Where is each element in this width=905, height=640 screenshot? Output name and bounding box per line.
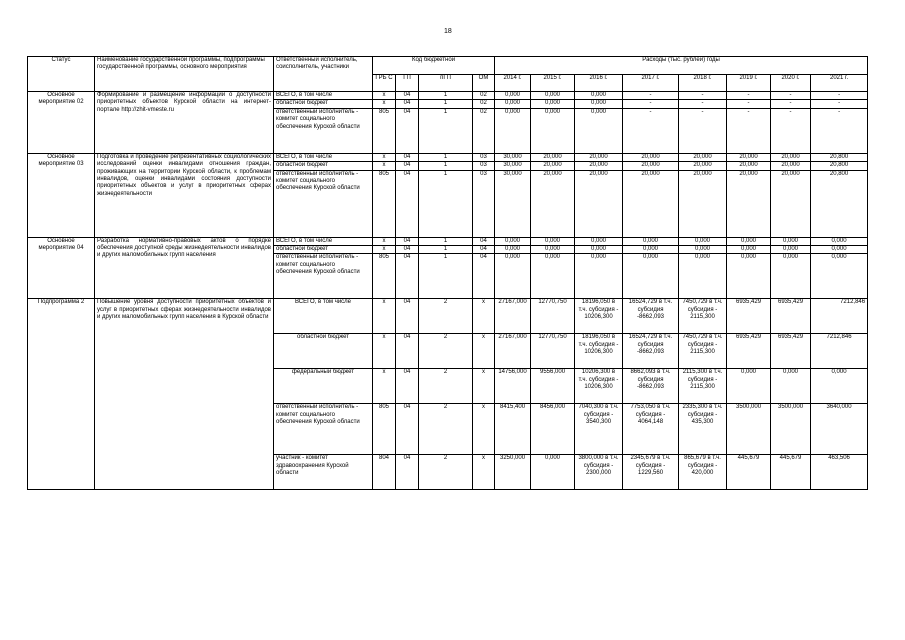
- resp-cell: ВСЕГО, в том числе: [274, 237, 373, 245]
- value-cell: 445,679: [727, 455, 771, 490]
- om-cell: 02: [473, 92, 495, 100]
- resp-cell: областной бюджет: [274, 246, 373, 254]
- pgp-cell: 2: [419, 404, 473, 455]
- gp-cell: 04: [396, 237, 419, 245]
- gp-cell: 04: [396, 404, 419, 455]
- grbs-cell: x: [373, 153, 396, 161]
- value-cell: -: [727, 108, 771, 153]
- value-cell: 3500,000: [727, 404, 771, 455]
- grbs-cell: x: [373, 246, 396, 254]
- om-cell: x: [473, 299, 495, 334]
- value-cell: 0,000: [531, 108, 575, 153]
- value-cell: 8415,400: [495, 404, 531, 455]
- pgp-cell: 1: [419, 237, 473, 245]
- value-cell: 0,000: [575, 254, 623, 299]
- value-cell: 20,000: [575, 153, 623, 161]
- gp-cell: 04: [396, 299, 419, 334]
- value-cell: 12770,750: [531, 299, 575, 334]
- value-cell: 0,000: [811, 237, 868, 245]
- value-cell: 16524,729 в т.ч. субсидия -8662,093: [623, 299, 679, 334]
- grbs-cell: x: [373, 100, 396, 108]
- value-cell: 20,000: [623, 162, 679, 170]
- value-cell: 20,000: [679, 162, 727, 170]
- value-cell: 0,000: [531, 237, 575, 245]
- value-cell: -: [623, 108, 679, 153]
- header-row-1: [28, 57, 868, 75]
- name-cell: Подготовка и проведение репрезентативных социологических исследований оценки инвалидами отношения граждан, проживающих на территории Курской области, к проблемам инвалидов, оценки инвалидами состояния доступности приоритетных объектов и услуг в приоритетных сферах жизнедеятельности: [95, 153, 274, 237]
- header-responsible: Ответственный исполнитель, соисполнитель, участники: [274, 57, 373, 92]
- header-name: Наименование государственной программы, подпрограммы государственной программы, основного мероприятия: [95, 57, 274, 92]
- value-cell: 20,000: [679, 170, 727, 237]
- om-cell: 04: [473, 254, 495, 299]
- om-cell: x: [473, 369, 495, 404]
- value-cell: -: [727, 92, 771, 100]
- pgp-cell: 1: [419, 153, 473, 161]
- value-cell: 0,000: [495, 237, 531, 245]
- value-cell: 30,000: [495, 170, 531, 237]
- value-cell: 20,800: [811, 153, 868, 161]
- value-cell: 0,000: [575, 100, 623, 108]
- value-cell: 0,000: [495, 100, 531, 108]
- value-cell: 20,000: [771, 162, 811, 170]
- om-cell: x: [473, 455, 495, 490]
- pgp-cell: 2: [419, 455, 473, 490]
- gp-cell: 04: [396, 92, 419, 100]
- value-cell: -: [771, 100, 811, 108]
- value-cell: 0,000: [531, 254, 575, 299]
- pgp-cell: 1: [419, 100, 473, 108]
- value-cell: 0,000: [771, 246, 811, 254]
- resp-cell: областной бюджет: [274, 162, 373, 170]
- name-cell: Разработка нормативно-правовых актов о порядке обеспечения доступной среды жизнедеятельности инвалидов и других маломобильных групп населения: [95, 237, 274, 299]
- value-cell: 0,000: [495, 92, 531, 100]
- om-cell: 04: [473, 237, 495, 245]
- grbs-cell: 804: [373, 455, 396, 490]
- value-cell: 20,800: [811, 170, 868, 237]
- gp-cell: 04: [396, 108, 419, 153]
- value-cell: 6935,429: [727, 334, 771, 369]
- value-cell: 0,000: [575, 237, 623, 245]
- om-cell: 03: [473, 153, 495, 161]
- value-cell: 445,679: [771, 455, 811, 490]
- value-cell: 3800,000 в т.ч. субсидия - 2300,000: [575, 455, 623, 490]
- value-cell: 7450,729 в т.ч. субсидия - 2115,300: [679, 299, 727, 334]
- value-cell: 8456,000: [531, 404, 575, 455]
- grbs-cell: x: [373, 334, 396, 369]
- header-year: 2016 г.: [575, 74, 623, 92]
- pgp-cell: 1: [419, 162, 473, 170]
- pgp-cell: 2: [419, 369, 473, 404]
- table-row: [28, 92, 868, 100]
- value-cell: 20,000: [531, 162, 575, 170]
- value-cell: 0,000: [623, 246, 679, 254]
- resp-cell: ВСЕГО, в том числе: [274, 92, 373, 100]
- resp-cell: участник - комитет здравоохранения Курской области: [274, 455, 373, 490]
- value-cell: 0,000: [531, 100, 575, 108]
- value-cell: 20,000: [575, 170, 623, 237]
- om-cell: x: [473, 404, 495, 455]
- status-cell: Подпрограмма 2: [28, 299, 95, 490]
- value-cell: 12770,750: [531, 334, 575, 369]
- header-year: 2014 г.: [495, 74, 531, 92]
- value-cell: 0,000: [727, 369, 771, 404]
- value-cell: 7753,050 в т.ч. субсидия - 4064,148: [623, 404, 679, 455]
- value-cell: -: [623, 92, 679, 100]
- value-cell: 20,000: [727, 170, 771, 237]
- value-cell: 0,000: [811, 369, 868, 404]
- header-year: 2018 г.: [679, 74, 727, 92]
- grbs-cell: 805: [373, 108, 396, 153]
- value-cell: -: [811, 108, 868, 153]
- value-cell: -: [679, 100, 727, 108]
- gp-cell: 04: [396, 170, 419, 237]
- gp-cell: 04: [396, 455, 419, 490]
- value-cell: 8662,093 в т.ч. субсидия -8662,093: [623, 369, 679, 404]
- grbs-cell: 805: [373, 170, 396, 237]
- pgp-cell: 2: [419, 299, 473, 334]
- value-cell: 30,000: [495, 162, 531, 170]
- gp-cell: 04: [396, 100, 419, 108]
- value-cell: -: [811, 92, 868, 100]
- resp-cell: федеральный бюджет: [274, 369, 373, 404]
- budget-table: [27, 56, 868, 490]
- value-cell: 6935,429: [727, 299, 771, 334]
- value-cell: -: [811, 100, 868, 108]
- value-cell: 0,000: [679, 254, 727, 299]
- gp-cell: 04: [396, 254, 419, 299]
- value-cell: 3250,000: [495, 455, 531, 490]
- value-cell: 7040,300 в т.ч. субсидия - 3540,300: [575, 404, 623, 455]
- value-cell: 20,000: [727, 153, 771, 161]
- resp-cell: ответственный исполнитель - комитет социального обеспечения Курской области: [274, 404, 373, 455]
- value-cell: 20,000: [771, 170, 811, 237]
- gp-cell: 04: [396, 334, 419, 369]
- value-cell: 0,000: [771, 254, 811, 299]
- value-cell: 0,000: [575, 246, 623, 254]
- grbs-cell: 805: [373, 404, 396, 455]
- grbs-cell: 805: [373, 254, 396, 299]
- value-cell: 0,000: [575, 108, 623, 153]
- value-cell: 6935,429: [771, 299, 811, 334]
- value-cell: 0,000: [727, 254, 771, 299]
- grbs-cell: x: [373, 162, 396, 170]
- value-cell: 20,000: [727, 162, 771, 170]
- value-cell: -: [771, 92, 811, 100]
- gp-cell: 04: [396, 162, 419, 170]
- table-row: [28, 153, 868, 161]
- resp-cell: ответственный исполнитель - комитет социального обеспечения Курской области: [274, 254, 373, 299]
- om-cell: 04: [473, 246, 495, 254]
- value-cell: 20,000: [771, 153, 811, 161]
- value-cell: 10206,300 в т.ч. субсидия - 10206,300: [575, 369, 623, 404]
- status-cell: Основное мероприятие 04: [28, 237, 95, 299]
- value-cell: 7212,846: [811, 299, 868, 334]
- page-number: 18: [444, 28, 452, 35]
- value-cell: 27167,000: [495, 299, 531, 334]
- value-cell: 0,000: [495, 108, 531, 153]
- header-year: 2019 г.: [727, 74, 771, 92]
- om-cell: x: [473, 334, 495, 369]
- value-cell: 7212,846: [811, 334, 868, 369]
- resp-cell: областной бюджет: [274, 334, 373, 369]
- value-cell: 3640,000: [811, 404, 868, 455]
- value-cell: 0,000: [623, 237, 679, 245]
- value-cell: 0,000: [575, 92, 623, 100]
- value-cell: -: [623, 100, 679, 108]
- value-cell: 2345,679 в т.ч. субсидия - 1229,560: [623, 455, 679, 490]
- gp-cell: 04: [396, 153, 419, 161]
- om-cell: 02: [473, 100, 495, 108]
- value-cell: 9556,000: [531, 369, 575, 404]
- grbs-cell: x: [373, 237, 396, 245]
- table-row: [28, 237, 868, 245]
- value-cell: 27167,000: [495, 334, 531, 369]
- resp-cell: областной бюджет: [274, 100, 373, 108]
- value-cell: 0,000: [679, 237, 727, 245]
- value-cell: 0,000: [727, 237, 771, 245]
- value-cell: 20,000: [575, 162, 623, 170]
- value-cell: 20,000: [679, 153, 727, 161]
- value-cell: 6935,429: [771, 334, 811, 369]
- value-cell: -: [679, 108, 727, 153]
- value-cell: 18196,050 в т.ч. субсидия - 10206,300: [575, 334, 623, 369]
- value-cell: 16524,729 в т.ч. субсидия -8662,093: [623, 334, 679, 369]
- pgp-cell: 1: [419, 92, 473, 100]
- value-cell: 0,000: [727, 246, 771, 254]
- value-cell: 30,000: [495, 153, 531, 161]
- value-cell: 865,679 в т.ч. субсидия - 420,000: [679, 455, 727, 490]
- value-cell: 14756,000: [495, 369, 531, 404]
- value-cell: 0,000: [623, 254, 679, 299]
- value-cell: 3500,000: [771, 404, 811, 455]
- value-cell: -: [679, 92, 727, 100]
- gp-cell: 04: [396, 369, 419, 404]
- value-cell: 18196,050 в т.ч. субсидия - 10206,300: [575, 299, 623, 334]
- pgp-cell: 1: [419, 170, 473, 237]
- resp-cell: ВСЕГО, в том числе: [274, 299, 373, 334]
- pgp-cell: 1: [419, 246, 473, 254]
- om-cell: 03: [473, 162, 495, 170]
- header-gp: ГП: [396, 74, 419, 92]
- resp-cell: ответственный исполнитель - комитет социального обеспечения Курской области: [274, 108, 373, 153]
- header-status: Статус: [28, 57, 95, 92]
- resp-cell: ответственный исполнитель - комитет социального обеспечения Курской области: [274, 170, 373, 237]
- value-cell: 20,800: [811, 162, 868, 170]
- om-cell: 03: [473, 170, 495, 237]
- resp-cell: ВСЕГО, в том числе: [274, 153, 373, 161]
- value-cell: 0,000: [679, 246, 727, 254]
- name-cell: Повышение уровня доступности приоритетных объектов и услуг в приоритетных сферах жизнедеятельности инвалидов и других маломобильных групп населения в Курской области: [95, 299, 274, 490]
- status-cell: Основное мероприятие 02: [28, 92, 95, 154]
- value-cell: 0,000: [771, 369, 811, 404]
- header-om: ОМ: [473, 74, 495, 92]
- value-cell: 7450,729 в т.ч. субсидия - 2115,300: [679, 334, 727, 369]
- value-cell: 0,000: [811, 254, 868, 299]
- grbs-cell: x: [373, 92, 396, 100]
- header-grbs: ГРБ С: [373, 74, 396, 92]
- value-cell: 0,000: [811, 246, 868, 254]
- value-cell: 0,000: [771, 237, 811, 245]
- om-cell: 02: [473, 108, 495, 153]
- value-cell: 2335,300 в т.ч. субсидия - 435,300: [679, 404, 727, 455]
- table-row: [28, 299, 868, 334]
- grbs-cell: x: [373, 299, 396, 334]
- value-cell: 0,000: [495, 246, 531, 254]
- name-cell: Формирование и размещение информации о доступности приоритетных объектов Курской области на интернет-портале http://zhit-vmeste.ru: [95, 92, 274, 154]
- pgp-cell: 1: [419, 254, 473, 299]
- header-year: 2015 г.: [531, 74, 575, 92]
- value-cell: 463,506: [811, 455, 868, 490]
- value-cell: 20,000: [623, 153, 679, 161]
- header-expenses: Расходы (тыс. рублей) годы: [495, 57, 868, 75]
- value-cell: -: [727, 100, 771, 108]
- value-cell: 2115,300 в т.ч. субсидия - 2115,300: [679, 369, 727, 404]
- header-year: 2020 г.: [771, 74, 811, 92]
- status-cell: Основное мероприятие 03: [28, 153, 95, 237]
- value-cell: 20,000: [623, 170, 679, 237]
- pgp-cell: 1: [419, 108, 473, 153]
- header-year: 2017 г.: [623, 74, 679, 92]
- grbs-cell: x: [373, 369, 396, 404]
- value-cell: 0,000: [531, 92, 575, 100]
- header-year: 2021 г.: [811, 74, 868, 92]
- value-cell: 0,000: [531, 246, 575, 254]
- value-cell: 20,000: [531, 170, 575, 237]
- value-cell: 0,000: [495, 254, 531, 299]
- gp-cell: 04: [396, 246, 419, 254]
- header-pgp: пГП: [419, 74, 473, 92]
- header-budget-code: Код бюджетной: [373, 57, 495, 75]
- pgp-cell: 2: [419, 334, 473, 369]
- value-cell: -: [771, 108, 811, 153]
- value-cell: 0,000: [531, 455, 575, 490]
- value-cell: 20,000: [531, 153, 575, 161]
